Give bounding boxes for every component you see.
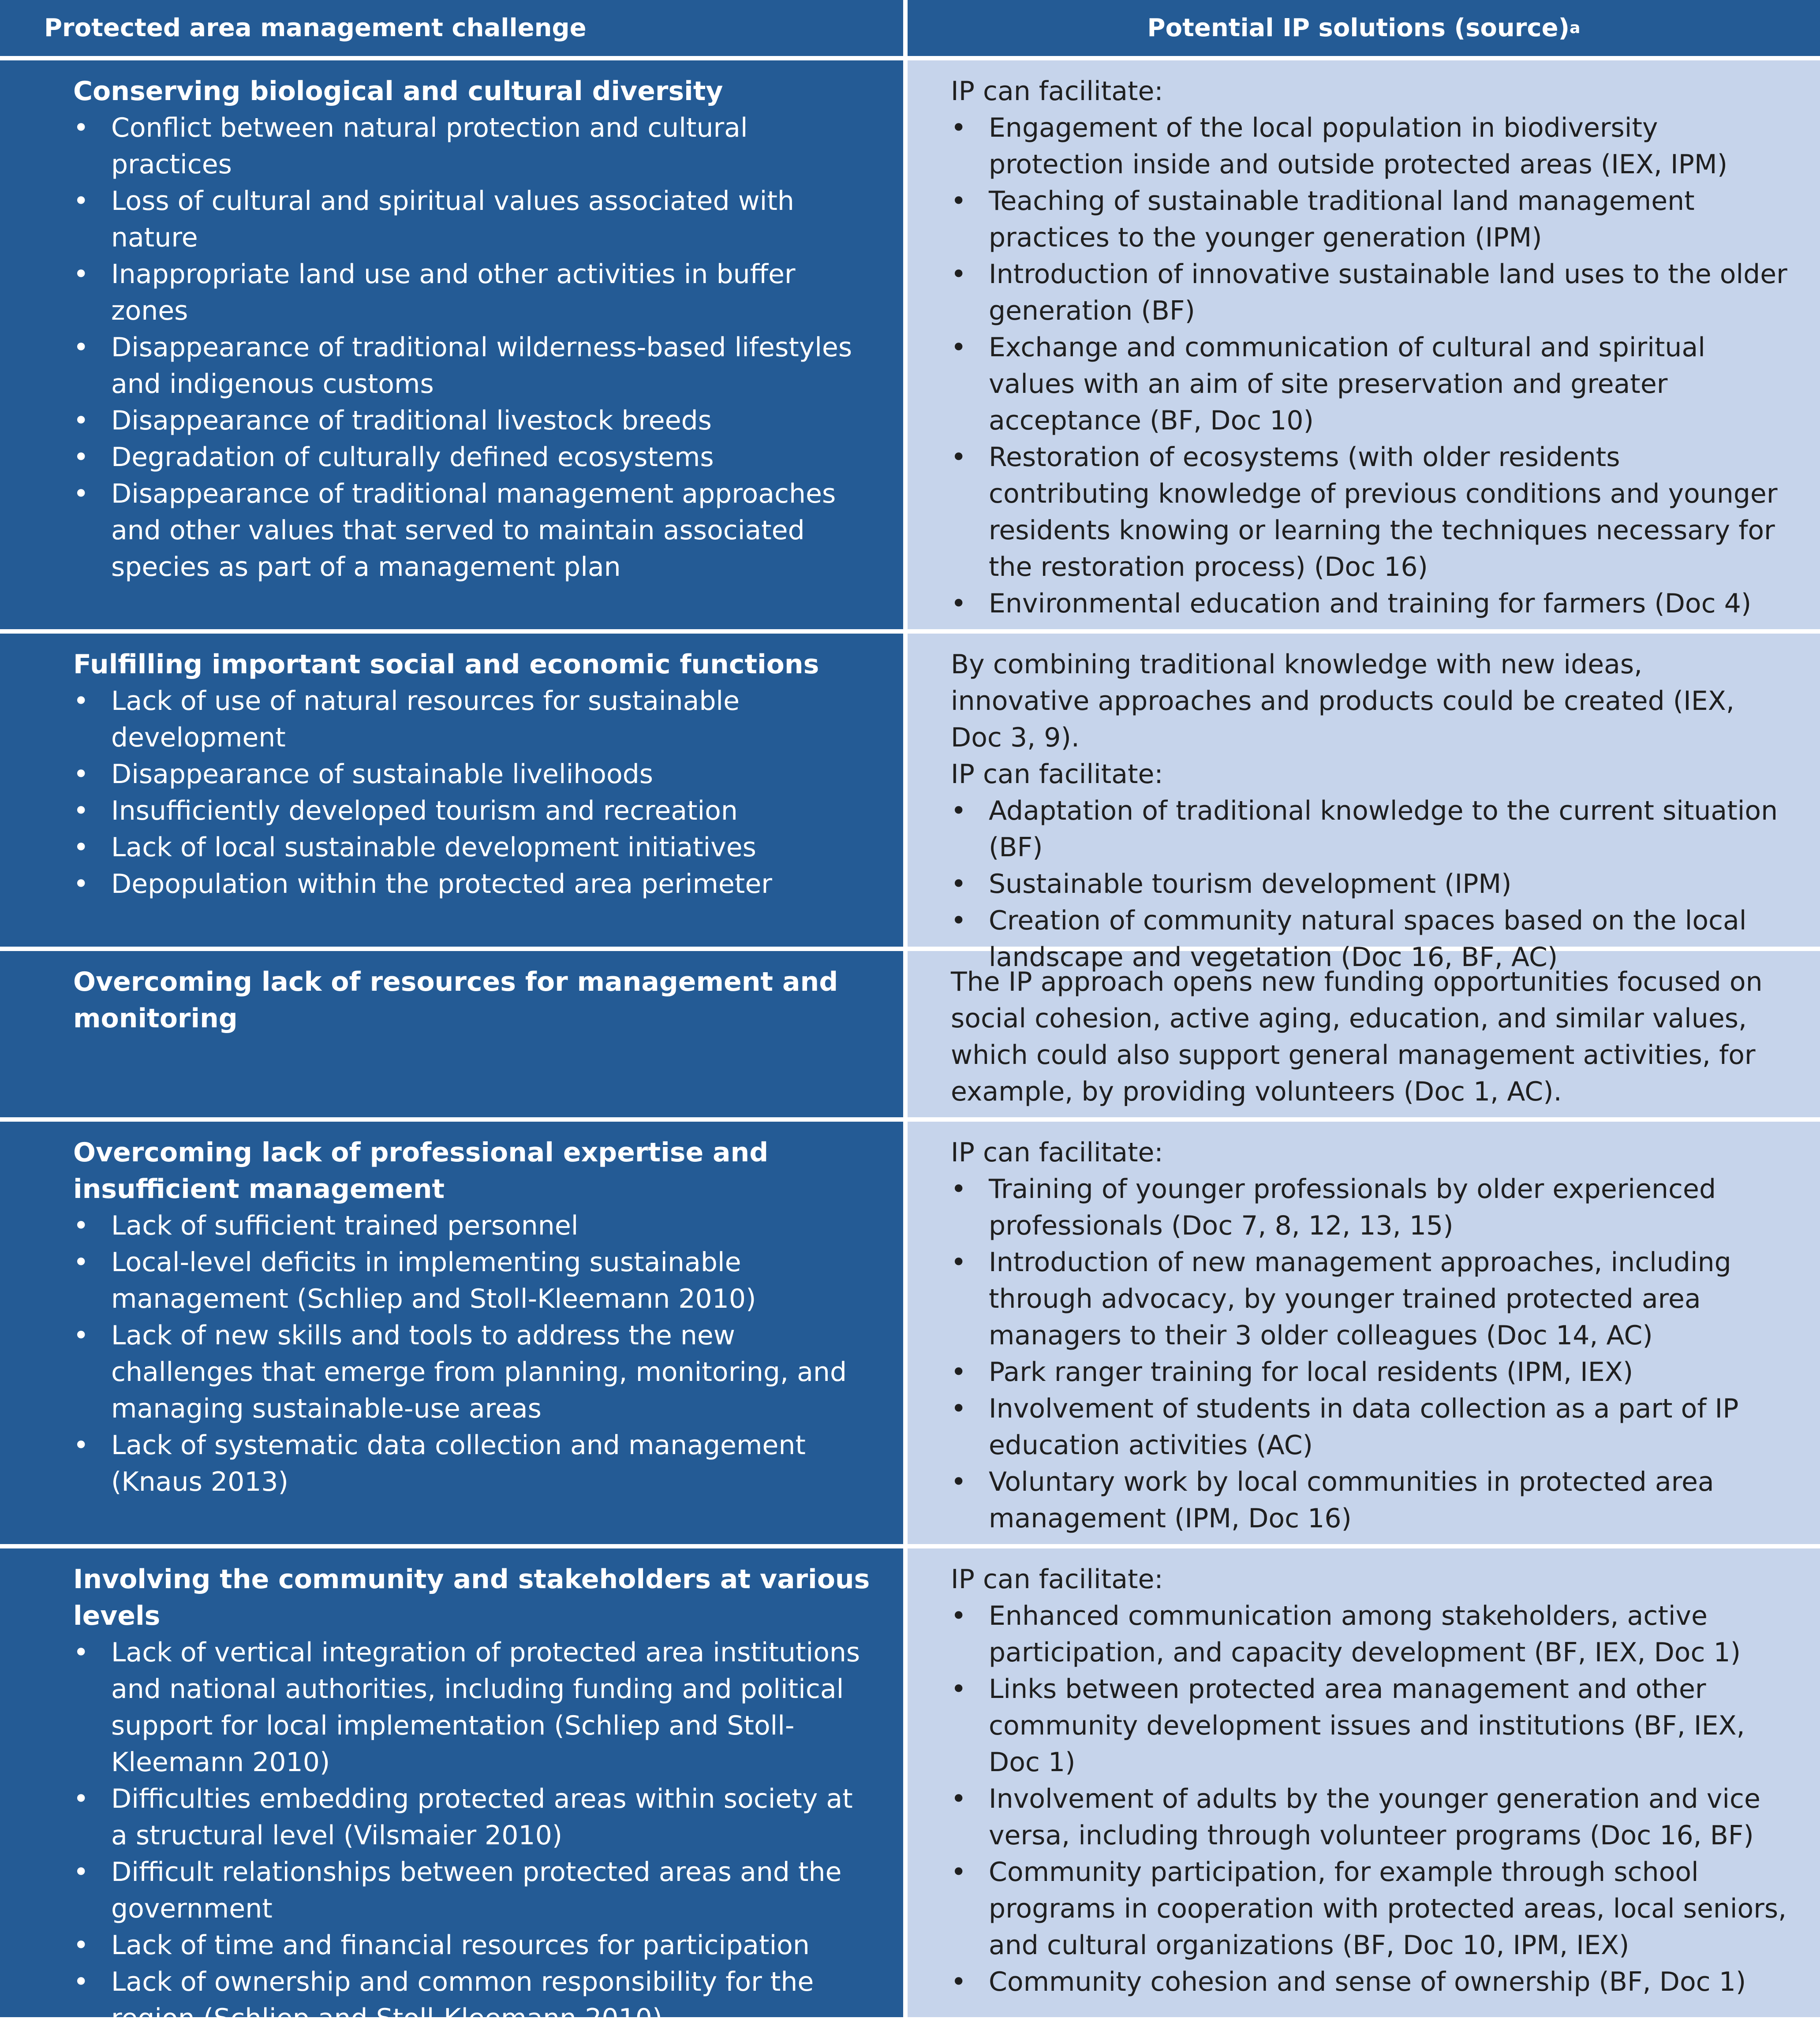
list-item: • Difficulties embedding protected areas within society at a structural level (Vilsmaier 2010) xyxy=(73,1781,877,1854)
solution-cell-resources xyxy=(908,951,1820,1122)
solution-intro: IP can facilitate: xyxy=(951,759,1163,790)
list-item: • Sustainable tourism development (IPM) xyxy=(951,866,1789,903)
list-item: • Links between protected area management and other community development issues and institutions (BF, IEX, Doc 1) xyxy=(951,1671,1789,1781)
list-item: • Lack of use of natural resources for sustainable development xyxy=(73,683,877,756)
challenge-cell-expertise xyxy=(0,1122,908,1548)
list-item: • Lack of systematic data collection and management (Knaus 2013) xyxy=(73,1427,877,1500)
challenge-list xyxy=(73,683,877,903)
solution-paragraph: By combining traditional knowledge with new ideas, innovative approaches and products could be created (IEX, Doc 3, 9). xyxy=(951,649,1734,753)
list-item: • Introduction of innovative sustainable land uses to the older generation (BF) xyxy=(951,256,1789,329)
list-item: • Depopulation within the protected area perimeter xyxy=(73,866,877,903)
list-item: • Enhanced communication among stakeholders, active participation, and capacity development (BF, IEX, Doc 1) xyxy=(951,1598,1789,1671)
list-item: • Community participation, for example through school programs in cooperation with protected areas, local seniors, and cultural organizations (BF, Doc 10, IPM, IEX) xyxy=(951,1854,1789,1964)
list-item: • Exchange and communication of cultural and spiritual values with an aim of site preservation and greater acceptance (BF, Doc 10) xyxy=(951,329,1789,439)
list-item: • Disappearance of traditional wilderness-based lifestyles and indigenous customs xyxy=(73,329,877,403)
list-item: • Involvement of adults by the younger generation and vice versa, including through volunteer programs (Doc 16, BF) xyxy=(951,1781,1789,1854)
list-item: • Community cohesion and sense of ownership (BF, Doc 1) xyxy=(951,1964,1789,2000)
list-item: • Park ranger training for local residents (IPM, IEX) xyxy=(951,1354,1789,1391)
challenge-cell-social-economic xyxy=(0,634,908,951)
list-item: • Degradation of culturally defined ecosystems xyxy=(73,439,877,476)
list-item: • Introduction of new management approaches, including through advocacy, by younger trained protected area managers to their 3 older colleagues (Doc 14, AC) xyxy=(951,1244,1789,1354)
list-item: • Lack of sufficient trained personnel xyxy=(73,1208,877,1244)
list-item: • Training of younger professionals by older experienced professionals (Doc 7, 8, 12, 13, 15) xyxy=(951,1171,1789,1244)
list-item: • Difficult relationships between protected areas and the government xyxy=(73,1854,877,1927)
list-item: • Voluntary work by local communities in protected area management (IPM, Doc 16) xyxy=(951,1464,1789,1537)
solution-paragraph: The IP approach opens new funding opportunities focused on social cohesion, active aging, education, and similar values, which could also support general management activities, for example, by providing volunteers (Doc 1, AC). xyxy=(951,966,1763,1107)
challenge-cell-community xyxy=(0,1548,908,2034)
challenge-title: Involving the community and stakeholders at various levels xyxy=(73,1564,870,1631)
list-item: • Local-level deficits in implementing sustainable management (Schliep and Stoll-Kleemann 2010) xyxy=(73,1244,877,1317)
list-item: • Disappearance of traditional livestock breeds xyxy=(73,403,877,439)
challenge-title: Overcoming lack of resources for management and monitoring xyxy=(73,966,838,1034)
column-header-challenge-label: Protected area management challenge xyxy=(44,13,587,42)
list-item: • Lack of ownership and common responsibility for the region (Schliep and Stoll-Kleemann 2010) xyxy=(73,1964,877,2037)
column-header-challenge xyxy=(0,0,908,60)
list-item: • Adaptation of traditional knowledge to the current situation (BF) xyxy=(951,793,1789,866)
solution-list xyxy=(951,793,1789,976)
solution-intro: IP can facilitate: xyxy=(951,76,1163,107)
column-header-solutions-label: Potential IP solutions (source) xyxy=(1147,13,1570,42)
solution-list xyxy=(951,1598,1789,2000)
challenge-list xyxy=(73,1208,877,1500)
list-item: • Involvement of students in data collection as a part of IP education activities (AC) xyxy=(951,1391,1789,1464)
solution-list xyxy=(951,110,1789,622)
solution-intro: IP can facilitate: xyxy=(951,1564,1163,1595)
list-item: • Environmental education and training for farmers (Doc 4) xyxy=(951,586,1789,622)
list-item: • Inappropriate land use and other activities in buffer zones xyxy=(73,256,877,329)
column-header-solutions: Potential IP solutions (source) a xyxy=(908,0,1820,60)
solution-list xyxy=(951,1171,1789,1537)
solution-intro: IP can facilitate: xyxy=(951,1137,1163,1168)
list-item: • Teaching of sustainable traditional land management practices to the younger generation (IPM) xyxy=(951,183,1789,256)
list-item: • Lack of time and financial resources for participation xyxy=(73,1927,877,1964)
challenge-title: Fulfilling important social and economic functions xyxy=(73,649,819,680)
list-item: • Disappearance of sustainable livelihoods xyxy=(73,756,877,793)
list-item: • Engagement of the local population in biodiversity protection inside and outside protected areas (IEX, IPM) xyxy=(951,110,1789,183)
solution-cell-expertise xyxy=(908,1122,1820,1548)
challenge-cell-biodiversity xyxy=(0,60,908,634)
list-item: • Conflict between natural protection and cultural practices xyxy=(73,110,877,183)
list-item: • Disappearance of traditional management approaches and other values that served to maintain associated species as part of a management plan xyxy=(73,476,877,586)
challenge-cell-resources xyxy=(0,951,908,1122)
list-item: • Lack of vertical integration of protected area institutions and national authorities, including funding and political support for local implementation (Schliep and Stoll-Kleemann 2010) xyxy=(73,1634,877,1781)
solution-cell-biodiversity xyxy=(908,60,1820,634)
list-item: • Restoration of ecosystems (with older residents contributing knowledge of previous conditions and younger residents knowing or learning the techniques necessary for the restoration process) (Doc 16) xyxy=(951,439,1789,586)
solution-cell-community xyxy=(908,1548,1820,2017)
challenge-list xyxy=(73,1634,877,2037)
solution-cell-social-economic xyxy=(908,634,1820,973)
challenge-title: Conserving biological and cultural diversity xyxy=(73,76,723,107)
challenge-title: Overcoming lack of professional expertise and insufficient management xyxy=(73,1137,769,1205)
list-item: • Lack of new skills and tools to address the new challenges that emerge from planning, monitoring, and managing sustainable-use areas xyxy=(73,1317,877,1427)
list-item: • Insufficiently developed tourism and recreation xyxy=(73,793,877,829)
list-item: • Loss of cultural and spiritual values associated with nature xyxy=(73,183,877,256)
list-item: • Creation of community natural spaces based on the local landscape and vegetation (Doc 16, BF, AC) xyxy=(951,903,1789,976)
challenge-list xyxy=(73,110,877,586)
list-item: • Lack of local sustainable development initiatives xyxy=(73,829,877,866)
